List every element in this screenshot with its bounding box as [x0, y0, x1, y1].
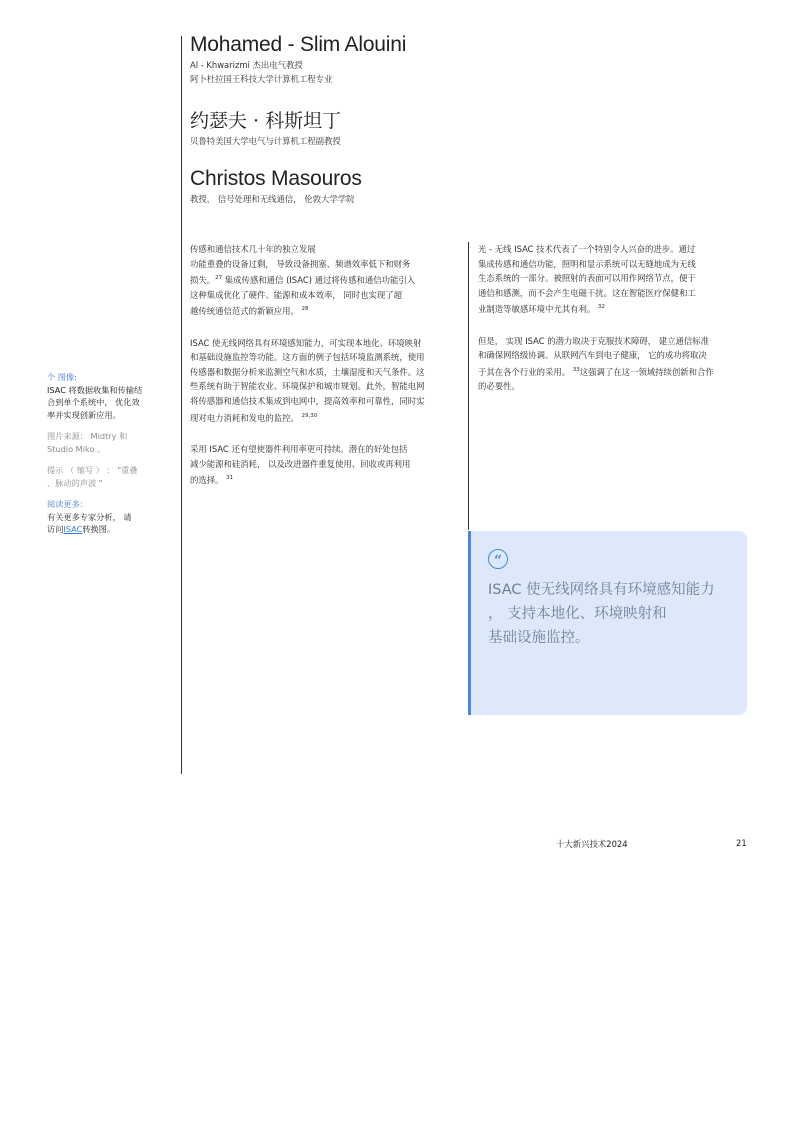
read-more-text: 访问 — [47, 524, 64, 534]
quote-icon: “ — [488, 549, 508, 569]
body-column-right — [478, 242, 748, 411]
isac-link[interactable]: ISAC — [63, 524, 83, 534]
footnote-ref: 33 — [572, 366, 580, 373]
footnote-ref: 31 — [226, 475, 234, 482]
read-more-text: 转换图。 — [82, 524, 116, 534]
image-source-line: 图片来源： Midtry 和 — [47, 431, 128, 441]
footnote-ref: 28 — [301, 306, 309, 313]
paragraph — [190, 242, 462, 319]
image-caption-line: 合到单个系统中， 优化效 — [47, 397, 140, 407]
paragraph — [190, 336, 462, 425]
paragraph — [478, 334, 748, 394]
pull-quote — [468, 531, 747, 715]
page-number: 21 — [736, 838, 747, 848]
author-role: 贝鲁特美国大学电气与计算机工程副教授 — [190, 136, 341, 146]
paragraph-text: 集成传感和通信 (ISAC) 通过将传感和通信功能引入 这种集成优化了硬件、能源和成本效率， 同时也实现了超 越传统通信范式的新颖应用。 — [190, 274, 416, 316]
author-name: Mohamed - Slim Alouini — [190, 33, 407, 56]
footnote-ref: 32 — [597, 304, 605, 311]
read-more-text: 有关更多专家分析， 请 — [47, 511, 132, 522]
pull-quote-text: ISAC 使无线网络具有环境感知能力 ， 支持本地化、环境映射和 基础设施监控。 — [488, 582, 715, 646]
image-caption-line: 率并实现创新应用。 — [47, 409, 121, 420]
paragraph — [190, 442, 462, 488]
author-name: Christos Masouros — [190, 167, 362, 190]
image-prompt-line: 提示 （ 缩写 ） ： "重叠 — [47, 465, 138, 475]
middle-column-rule — [468, 242, 469, 530]
left-column-rule — [181, 36, 182, 774]
paragraph-text: 但是， 实现 ISAC 的潜力取决于克服技术障碍， 建立通信标准 和确保网络级协调。从联网汽车到电子健康， 它的成功将取决 于其在各个行业的采用。 — [478, 335, 710, 377]
footer-title: 十大新兴技术2024 — [556, 839, 628, 849]
author-role: 教授， 信号处理和无线通信， 伦敦大学学院 — [190, 194, 355, 204]
author-role: 阿卜杜拉国王科技大学计算机工程专业 — [190, 74, 333, 84]
paragraph-text: 这强调了在这一领域持续创新和合作 的必要性。 — [478, 366, 714, 392]
paragraph-text: 光 - 无线 ISAC 技术代表了一个特别令人兴奋的进步。通过 集成传感和通信功能，照明和显示系统可以无缝地成为无线 生态系统的一部分。被照射的表面可以用作网络节点，便于 通信和感测，而不会产生电磁干扰。这在智能医疗保健和工 业制造等敏感环境中尤其有利。 — [478, 244, 696, 315]
paragraph-text: 采用 ISAC 还有望使器件利用率更可持续。潜在的好处包括 减少能源和硅消耗， 以及改进器件重复使用、回收或再利用 的选择。 — [190, 443, 411, 485]
paragraph-text: 传感和通信技术几十年的独立发展 功能重叠的设备过剩， 导致设备拥塞、频谱效率低下和财务 损失。 — [190, 244, 411, 285]
image-caption-line: ISAC 将数据收集和传输结 — [47, 384, 143, 395]
read-more-label: 阅读更多： — [47, 499, 88, 509]
author-role: Al - Khwarizmi 杰出电气教授 — [190, 60, 303, 70]
image-label: 个 图像: — [47, 372, 77, 382]
paragraph — [478, 242, 748, 317]
footnote-ref: 29,30 — [301, 412, 318, 419]
image-source-line: Studio Miko 。 — [47, 443, 106, 454]
author-name: 约瑟夫 · 科斯坦丁 — [190, 110, 342, 132]
read-more-text — [47, 523, 169, 536]
image-sidebar — [47, 371, 169, 536]
paragraph-text: ISAC 使无线网络具有环境感知能力，可实现本地化、环境映射 和基础设施监控等功能。这方面的例子包括环境监测系统，使用 传感器和数据分析来监测空气和水质，土壤湿度和天气条件。这 些系统有助于智能农业、环境保护和城市规划。此外，智能电网 将传感器和通信技术集成到电网中，提高效率和可靠性，同时实 现对电力消耗和发电的监控。 — [190, 337, 425, 423]
image-prompt-line: 、脉动的声波 " — [47, 477, 103, 488]
footnote-ref: 27 — [215, 275, 223, 282]
body-column-left — [190, 242, 462, 505]
